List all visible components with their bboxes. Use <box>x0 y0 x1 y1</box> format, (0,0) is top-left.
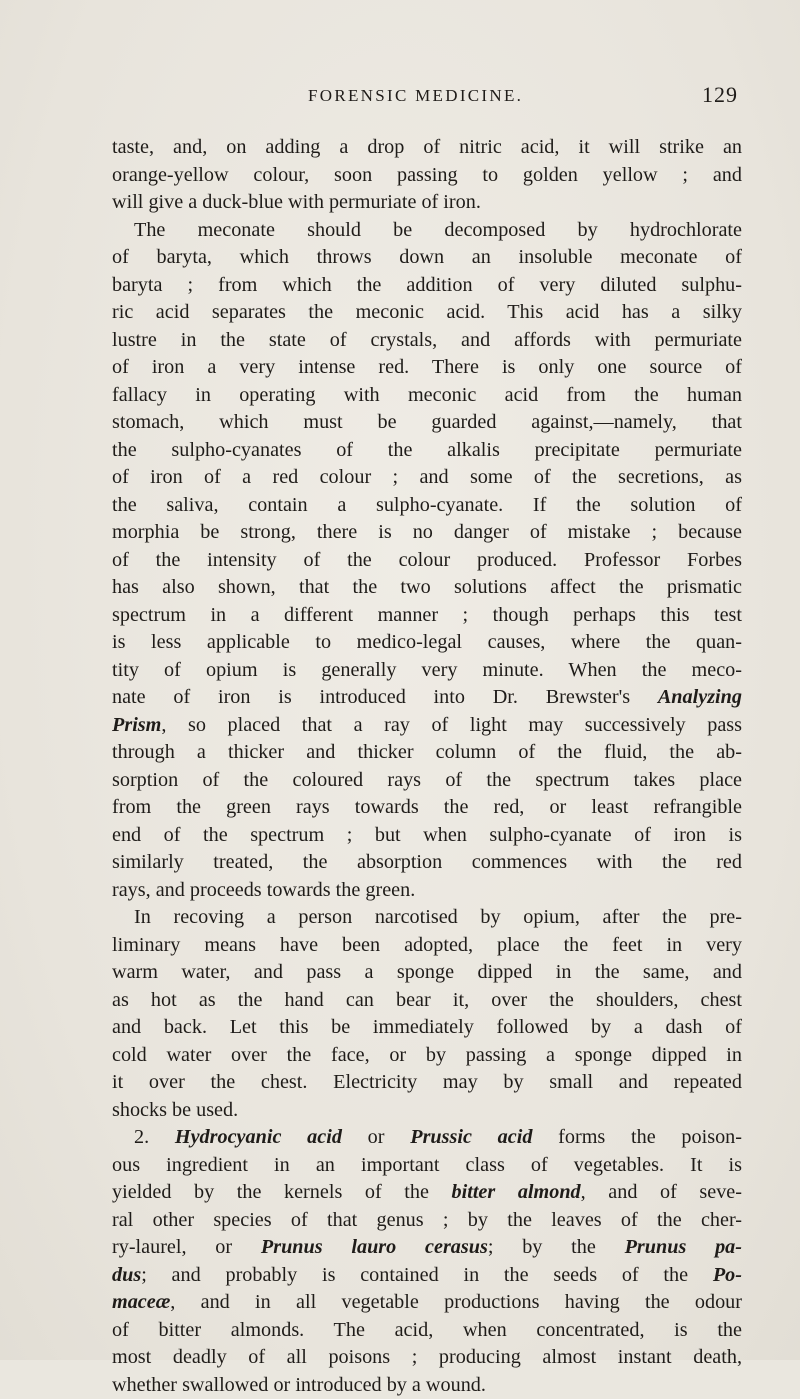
text-segment: 2. <box>134 1126 175 1148</box>
text-line <box>112 547 742 575</box>
text-segment: ; and probably is contained in the seeds of the <box>141 1264 713 1286</box>
text-segment: shocks be used. <box>112 1099 238 1121</box>
text-segment: or <box>342 1126 410 1148</box>
text-line <box>112 1262 742 1290</box>
text-segment: of bitter almonds. The acid, when concentrated, is the <box>112 1319 742 1341</box>
page-number: 129 <box>702 82 738 108</box>
text-segment: lustre in the state of crystals, and affords with permuriate <box>112 329 742 351</box>
text-line <box>112 1344 742 1372</box>
text-segment: baryta ; from which the addition of very diluted sulphu- <box>112 274 742 296</box>
text-line <box>112 1179 742 1207</box>
text-segment: ry-laurel, or <box>112 1236 261 1258</box>
text-segment: The meconate should be decomposed by hydrochlorate <box>134 219 742 241</box>
text-line <box>112 987 742 1015</box>
text-segment: yielded by the kernels of the <box>112 1181 452 1203</box>
running-head <box>112 82 738 112</box>
text-line <box>112 712 742 740</box>
text-segment: ; by the <box>488 1236 625 1258</box>
text-line <box>112 519 742 547</box>
text-segment: forms the poison- <box>532 1126 742 1148</box>
text-segment: of iron of a red colour ; and some of the secretions, as <box>112 466 742 488</box>
text-segment: spectrum in a different manner ; though perhaps this test <box>112 604 742 626</box>
text-line <box>112 877 742 905</box>
text-line <box>112 409 742 437</box>
text-line <box>112 574 742 602</box>
text-segment: ous ingredient in an important class of vegetables. It is <box>112 1154 742 1176</box>
text-line <box>112 932 742 960</box>
emphasized-text: Prunus lauro cerasus <box>261 1236 488 1258</box>
emphasized-text: Prunus pa- <box>625 1236 742 1258</box>
running-head-title: FORENSIC MEDICINE. <box>308 86 523 106</box>
text-line <box>112 437 742 465</box>
text-segment: from the green rays towards the red, or least refrangible <box>112 796 742 818</box>
text-segment: and back. Let this be immediately followed by a dash of <box>112 1016 742 1038</box>
text-line <box>112 629 742 657</box>
text-segment: the saliva, contain a sulpho-cyanate. If the solution of <box>112 494 742 516</box>
text-segment: through a thicker and thicker column of the fluid, the ab- <box>112 741 742 763</box>
text-line <box>112 739 742 767</box>
text-segment: nate of iron is introduced into Dr. Brewster's <box>112 686 658 708</box>
text-line <box>112 134 742 162</box>
text-line <box>112 1069 742 1097</box>
emphasized-text: Hydrocyanic acid <box>175 1126 342 1148</box>
text-segment: rays, and proceeds towards the green. <box>112 879 415 901</box>
text-segment: liminary means have been adopted, place the feet in very <box>112 934 742 956</box>
text-line <box>112 1097 742 1125</box>
body-text <box>112 134 742 1399</box>
text-segment: sorption of the coloured rays of the spectrum takes place <box>112 769 742 791</box>
text-line <box>112 1207 742 1235</box>
text-segment: will give a duck-blue with permuriate of iron. <box>112 191 481 213</box>
text-line <box>112 327 742 355</box>
text-segment: , and of seve- <box>581 1181 742 1203</box>
text-line <box>112 822 742 850</box>
text-segment: tity of opium is generally very minute. When the meco- <box>112 659 742 681</box>
emphasized-text: Prussic acid <box>410 1126 532 1148</box>
emphasized-text: maceæ <box>112 1291 170 1313</box>
text-line <box>112 1289 742 1317</box>
text-line <box>112 767 742 795</box>
text-segment: , and in all vegetable productions having the odour <box>170 1291 742 1313</box>
emphasized-text: Analyzing <box>658 686 742 708</box>
text-segment: , so placed that a ray of light may successively pass <box>161 714 742 736</box>
text-line <box>112 299 742 327</box>
text-line <box>112 849 742 877</box>
text-segment: has also shown, that the two solutions affect the prismatic <box>112 576 742 598</box>
text-segment: of iron a very intense red. There is only one source of <box>112 356 742 378</box>
text-line <box>112 464 742 492</box>
text-line <box>112 1152 742 1180</box>
text-segment: ral other species of that genus ; by the leaves of the cher- <box>112 1209 742 1231</box>
text-segment: it over the chest. Electricity may by small and repeated <box>112 1071 742 1093</box>
text-segment: stomach, which must be guarded against,—namely, that <box>112 411 742 433</box>
text-segment: taste, and, on adding a drop of nitric acid, it will strike an <box>112 136 742 158</box>
text-segment: ric acid separates the meconic acid. This acid has a silky <box>112 301 742 323</box>
text-segment: whether swallowed or introduced by a wound. <box>112 1374 486 1396</box>
emphasized-text: bitter almond <box>452 1181 581 1203</box>
text-line <box>112 244 742 272</box>
text-segment: orange-yellow colour, soon passing to golden yellow ; and <box>112 164 742 186</box>
text-line <box>112 382 742 410</box>
text-line <box>112 657 742 685</box>
text-line <box>112 1317 742 1345</box>
text-segment: warm water, and pass a sponge dipped in the same, and <box>112 961 742 983</box>
text-line <box>112 794 742 822</box>
text-segment: end of the spectrum ; but when sulpho-cyanate of iron is <box>112 824 742 846</box>
text-segment: In recoving a person narcotised by opium, after the pre- <box>134 906 742 928</box>
text-line <box>112 959 742 987</box>
text-segment: of baryta, which throws down an insoluble meconate of <box>112 246 742 268</box>
text-segment: is less applicable to medico-legal causes, where the quan- <box>112 631 742 653</box>
text-segment: most deadly of all poisons ; producing almost instant death, <box>112 1346 742 1368</box>
text-segment: as hot as the hand can bear it, over the shoulders, chest <box>112 989 742 1011</box>
text-line <box>112 354 742 382</box>
text-segment: similarly treated, the absorption commences with the red <box>112 851 742 873</box>
text-line <box>112 189 742 217</box>
text-line <box>112 602 742 630</box>
text-line <box>112 1372 742 1399</box>
text-line <box>112 492 742 520</box>
text-segment: morphia be strong, there is no danger of mistake ; because <box>112 521 742 543</box>
emphasized-text: dus <box>112 1264 141 1286</box>
text-line <box>112 162 742 190</box>
text-line <box>112 217 742 245</box>
text-line <box>112 1234 742 1262</box>
text-segment: the sulpho-cyanates of the alkalis precipitate permuriate <box>112 439 742 461</box>
text-line <box>112 1042 742 1070</box>
text-line <box>112 1124 742 1152</box>
text-segment: of the intensity of the colour produced. Professor Forbes <box>112 549 742 571</box>
text-line <box>112 1014 742 1042</box>
text-segment: fallacy in operating with meconic acid from the human <box>112 384 742 406</box>
text-line <box>112 272 742 300</box>
emphasized-text: Prism <box>112 714 161 736</box>
text-line <box>112 904 742 932</box>
text-line <box>112 684 742 712</box>
text-segment: cold water over the face, or by passing a sponge dipped in <box>112 1044 742 1066</box>
emphasized-text: Po- <box>713 1264 742 1286</box>
